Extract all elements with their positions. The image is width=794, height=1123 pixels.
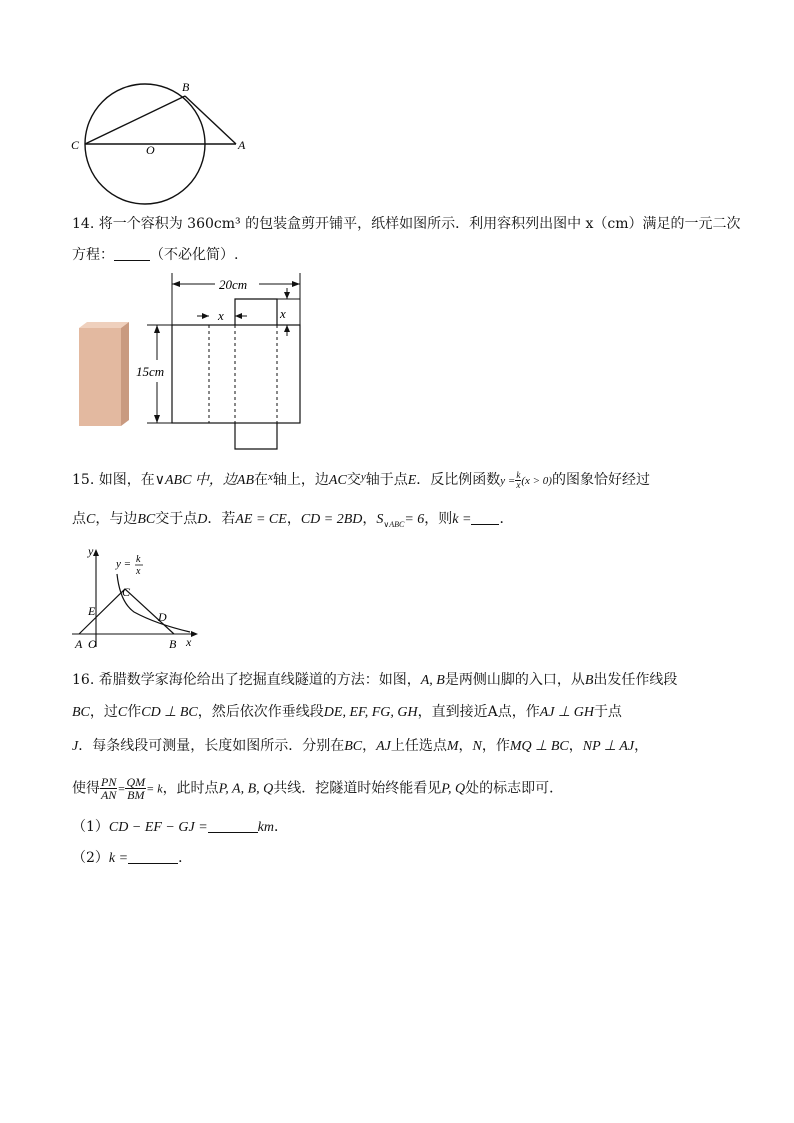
q16-math: AJ ⊥ GH [539,705,594,720]
q15-math: S [376,512,384,527]
q16-math: CD − EF − GJ = [108,820,208,835]
q15-text: 15. 如图，在 [72,472,155,488]
q15-math: k = [452,512,472,527]
x-arrow-top [284,292,290,299]
q15-line2 [72,509,513,535]
label-o: O [146,143,155,157]
x-arrow-left [202,313,209,319]
q15-text: ．若 [207,511,236,527]
q16-math: = k [146,781,163,796]
label-c: C [71,138,80,152]
q16-math: B [584,673,594,688]
q16-text: ． [178,850,193,866]
label-b: B [182,80,190,94]
q16-text: 16. 希腊数学家海伦给出了挖掘直线隧道的方法：如图， [72,672,421,688]
q16-text: ， [362,738,377,754]
triangle-symbol: ∨ [154,472,165,488]
q16-text: 出发任作线段 [593,672,678,688]
y-axis-arrow [93,549,99,556]
x-axis-arrow [191,631,198,637]
curve-label-x: x [136,566,141,577]
x-arrow-bottom [284,325,290,332]
q15-text: 轴上，边 [272,472,329,488]
x-label-vertical: x [280,306,286,321]
fraction-pn-an [100,776,117,801]
label-b: B [169,637,177,651]
q15-subscript: ∨ABC [383,520,405,529]
q15-text: 的图象恰好经过 [551,472,650,488]
q15-text: ， [362,511,377,527]
box-top-face [79,322,129,328]
answer-blank-15[interactable] [471,510,499,525]
answer-blank-16-1[interactable] [208,818,258,833]
q16-math: DE, EF, FG, GH [323,705,418,720]
frac-num: k [516,469,521,480]
bottom-flap [235,423,277,449]
q15-math: y = [500,475,516,487]
q16-text: ， [458,738,473,754]
q16-math: CD ⊥ BC [141,705,198,720]
q16-text: ， [634,738,649,754]
q15-sub-abc: ABC [389,520,405,529]
q14-line2 [72,245,238,265]
q16-text: ． [273,819,288,835]
answer-blank-16-2[interactable] [128,849,178,864]
chord-cb [85,96,185,144]
q16-text: 作 [127,704,142,720]
frac-den: x [516,479,521,490]
function-figure [68,544,208,654]
q15-text: ，与边 [95,511,138,527]
box-front-face [79,328,121,426]
circle-figure [60,70,260,210]
frac-den: AN [101,788,117,802]
x-arrow-right [235,313,242,319]
q16-text: A [487,704,498,720]
curve-label: y = [116,558,132,570]
q16-text: ，直到接近 [417,704,488,720]
label-c: C [122,585,131,599]
tangent-ba [185,96,236,144]
q16-text: ．每条线段可测量，长度如图所示．分别在 [78,738,345,754]
q16-text: ，此时点 [162,780,219,797]
arrow-left [172,281,180,287]
q16-math: A, B [420,673,445,688]
top-flap [235,299,277,325]
q16-math: P, A, B, Q [218,781,274,797]
box-photo [79,322,131,426]
q16-part2 [72,848,192,869]
q15-math: AC [328,473,347,488]
q16-text: （1） [72,819,109,835]
q16-line1 [72,670,677,691]
y-axis-label: y [88,544,94,558]
q16-text: ， [568,738,583,754]
q15-math: D [197,512,208,527]
q15-text: 点 [72,511,86,527]
height-arrow-bottom [154,415,160,423]
q16-text: ，作 [481,738,510,754]
q16-math: k = [108,851,129,866]
q16-text: 处的标志即可． [465,780,564,797]
frac-num: PN [101,775,117,789]
height-label: 15cm [136,364,165,379]
q15-math: C [86,512,96,527]
q15-text: ，则 [424,511,453,527]
width-label: 20cm [219,277,248,292]
frac-num: QM [126,775,146,789]
q16-math: = [117,781,126,796]
q15-math: x [268,471,273,483]
q15-text: ， [286,511,301,527]
height-arrow-top [154,325,160,333]
q16-text: ，过 [89,704,118,720]
q15-math: E [407,473,417,488]
q16-text: 是两侧山脚的入口，从 [444,672,585,688]
label-a: A [238,138,246,152]
q15-math: AB [236,473,255,488]
q14-note: （不必化简）. [150,247,239,263]
q16-math: M [446,739,459,754]
q16-math: J [72,739,79,754]
q16-math: km [257,820,274,835]
q16-text: 上任选点 [390,738,447,754]
q16-math: BC [72,705,90,720]
q16-text: 点，作 [497,704,540,720]
q16-math: BC [344,739,363,754]
q16-math: AJ [376,739,391,754]
fraction-qm-bm [125,776,146,801]
q15-text: 交于点 [155,511,198,527]
x-label-horizontal: x [218,308,224,323]
frac-den: BM [127,788,145,802]
q15-math: (x > 0) [521,475,552,487]
q15-math: AE = CE [235,512,287,527]
q15-text: 在 [254,472,269,488]
q15-text: ．反比例函数 [416,472,501,488]
q15-math: y [360,471,366,483]
q16-text: ，然后依次作垂线段 [197,704,324,720]
net-main-rect [172,325,300,423]
q16-text: 于点 [593,704,622,720]
label-e: E [88,604,96,618]
q16-math: C [117,705,128,720]
q16-text: （2） [72,850,109,866]
net-diagram [135,270,335,452]
box-side-face [121,322,129,426]
q15-math: CD = 2BD [300,512,363,527]
q16-line2 [72,702,622,723]
q16-math: MQ ⊥ BC [509,739,569,754]
q15-line1 [72,467,650,491]
x-axis-label: x [186,635,192,649]
q16-line4 [72,776,563,801]
q15-text: ． [499,511,514,527]
q15-math: = 6 [404,512,425,527]
q15-math: BC [137,512,156,527]
curve-label-k: k [136,554,141,565]
label-a: A [75,637,83,651]
q16-text: 使得 [72,780,100,797]
hyperbola-curve [117,574,190,632]
q14-equation-label: 方程： [72,247,114,263]
q16-math: P, Q [441,781,466,797]
q15-text: ABC 中，边 [164,473,237,488]
q16-line3 [72,736,648,757]
q14-line1: 14. 将一个容积为 360cm³ 的包装盒剪开铺平，纸样如图所示．利用容积列出图中 x（cm）满足的一元二次 [72,216,741,232]
label-d: D [158,610,167,624]
arrow-right [292,281,300,287]
label-o: O [88,637,97,651]
answer-blank-14[interactable] [114,246,150,261]
q15-text: 轴于点 [365,472,408,488]
q16-part1 [72,817,288,838]
q16-text: 共线．挖隧道时始终能看见 [273,780,442,797]
q16-math: N [472,739,482,754]
q15-text: 交 [346,472,361,488]
q16-math: NP ⊥ AJ [582,739,635,754]
